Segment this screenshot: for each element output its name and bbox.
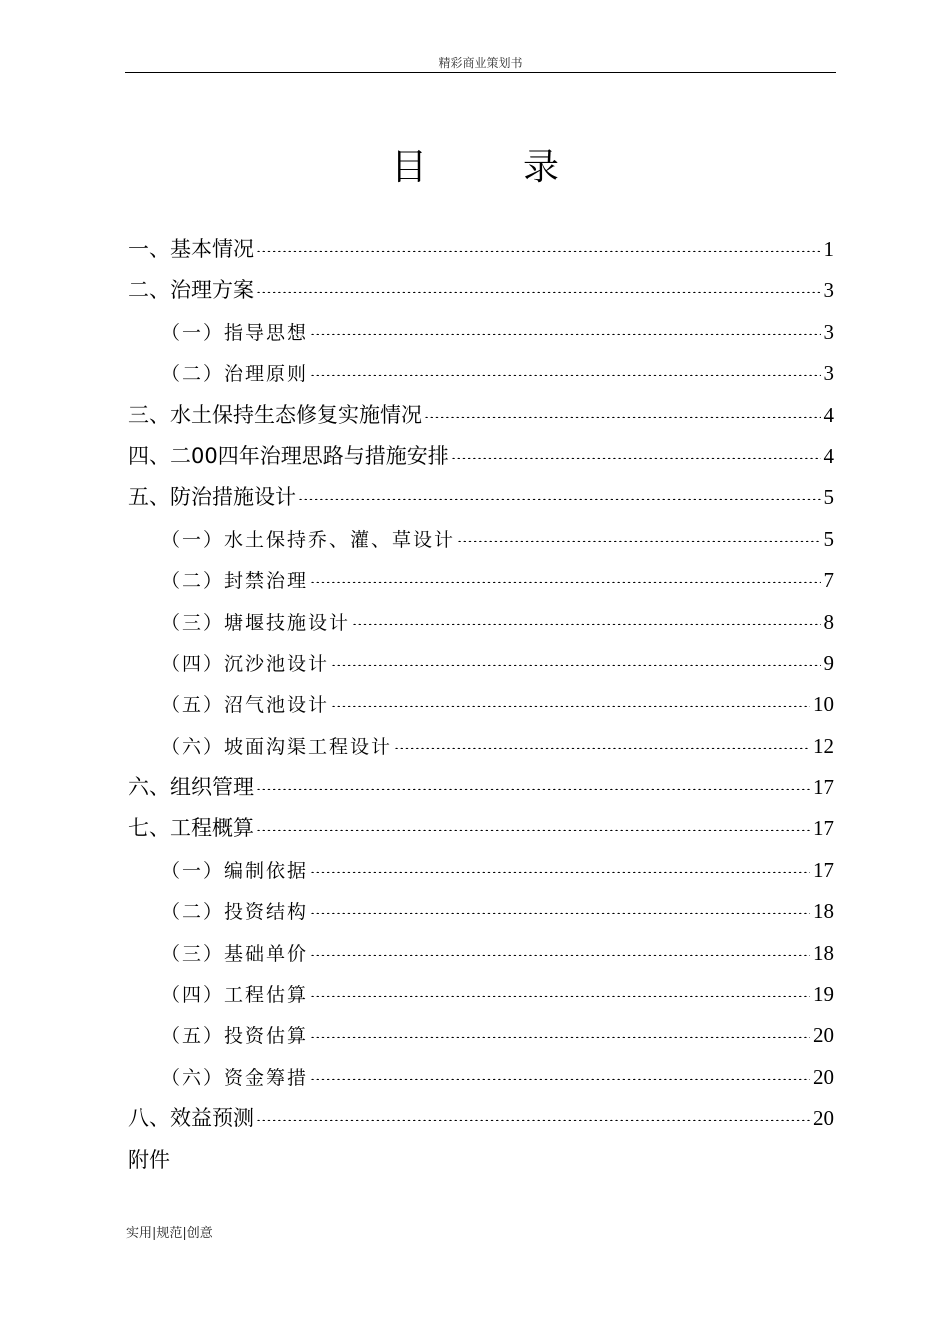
- toc-entry-title: 附件: [128, 1147, 170, 1172]
- toc-dot-leader: [394, 747, 810, 749]
- toc-entry-title: 二、治理方案: [128, 278, 254, 303]
- toc-entry-title: （六）资金筹措: [161, 1066, 309, 1089]
- toc-entry-page-number: 4: [823, 443, 834, 468]
- toc-entry-page-number: 5: [823, 485, 834, 510]
- toc-entry[interactable]: [128, 602, 834, 643]
- toc-dot-leader: [256, 788, 810, 790]
- toc-entry-page-number: 7: [823, 568, 834, 593]
- toc-dot-leader: [310, 333, 820, 335]
- toc-entry-title: （二）治理原则: [161, 363, 309, 386]
- toc-entry[interactable]: [128, 933, 834, 974]
- toc-dot-leader: [424, 416, 821, 418]
- toc-entry-page-number: 3: [823, 319, 834, 344]
- toc-entry[interactable]: [128, 767, 834, 808]
- toc-dot-leader: [256, 291, 821, 293]
- toc-dot-leader: [256, 829, 810, 831]
- toc-dot-leader: [310, 871, 810, 873]
- toc-entry[interactable]: [128, 1015, 834, 1056]
- title-char-right: 录: [523, 147, 560, 188]
- toc-entry-title: （五）沼气池设计: [161, 694, 330, 717]
- toc-dot-leader: [256, 250, 821, 252]
- toc-entry[interactable]: [128, 312, 834, 353]
- toc-entry[interactable]: [128, 270, 834, 311]
- toc-entry-page-number: 10: [813, 692, 834, 717]
- toc-dot-leader: [331, 705, 810, 707]
- title-char-left: 目: [390, 147, 427, 188]
- toc-entry[interactable]: [128, 1057, 834, 1098]
- toc-entry[interactable]: [128, 850, 834, 891]
- toc-dot-leader: [310, 374, 820, 376]
- toc-entry-title: 八、效益预测: [128, 1106, 254, 1131]
- toc-dot-leader: [457, 540, 820, 542]
- toc-entry-title: （五）投资估算: [161, 1025, 309, 1048]
- toc-entry-page-number: 20: [813, 1064, 834, 1089]
- toc-entry[interactable]: [128, 353, 834, 394]
- toc-entry[interactable]: [128, 395, 834, 436]
- toc-entry-page-number: 20: [813, 1106, 834, 1131]
- toc-entry-page-number: 20: [813, 1023, 834, 1048]
- toc-entry[interactable]: [128, 974, 834, 1015]
- toc-dot-leader: [298, 498, 821, 500]
- page-footer: 实用|规范|创意: [126, 1226, 213, 1241]
- toc-dot-leader: [352, 623, 820, 625]
- toc-dot-leader: [331, 664, 820, 666]
- toc-entry[interactable]: [128, 891, 834, 932]
- toc-entry-title: （二）封禁治理: [161, 570, 309, 593]
- toc-entry-title: 七、工程概算: [128, 816, 254, 841]
- header-rule: [125, 72, 836, 73]
- toc-entry-page-number: 8: [823, 609, 834, 634]
- toc-entry-page-number: 5: [823, 526, 834, 551]
- toc-dot-leader: [310, 912, 810, 914]
- toc-entry-title: 一、基本情况: [128, 237, 254, 261]
- toc-entry-page-number: 17: [813, 857, 834, 882]
- toc-entry[interactable]: [128, 519, 834, 560]
- toc-entry-title: （四）工程估算: [161, 984, 309, 1007]
- toc-dot-leader: [310, 995, 810, 997]
- page-title: [0, 146, 950, 190]
- toc-entry-page-number: 9: [823, 650, 834, 675]
- toc-entry-title: （二）投资结构: [161, 901, 309, 924]
- toc-entry[interactable]: [128, 1140, 834, 1181]
- toc-entry-page-number: 18: [813, 940, 834, 965]
- toc-entry-title: （四）沉沙池设计: [161, 652, 330, 675]
- toc-entry-title: 五、防治措施设计: [128, 485, 296, 510]
- toc-entry-title: 六、组织管理: [128, 775, 254, 800]
- toc-entry-page-number: 17: [813, 775, 834, 800]
- toc-entry[interactable]: [128, 477, 834, 518]
- toc-dot-leader: [310, 1078, 810, 1080]
- table-of-contents: [128, 229, 834, 1181]
- toc-entry[interactable]: [128, 808, 834, 849]
- toc-entry-title: （三）基础单价: [161, 942, 309, 965]
- toc-entry-title: （六）坡面沟渠工程设计: [161, 735, 393, 758]
- toc-entry[interactable]: [128, 643, 834, 684]
- toc-entry-page-number: 3: [823, 361, 834, 386]
- toc-dot-leader: [310, 581, 820, 583]
- toc-entry-title: （一）水土保持乔、灌、草设计: [161, 528, 456, 551]
- toc-entry-page-number: 4: [823, 402, 834, 427]
- toc-entry-page-number: 3: [823, 278, 834, 303]
- toc-entry[interactable]: [128, 229, 834, 270]
- toc-dot-leader: [256, 1119, 810, 1121]
- toc-entry-page-number: 12: [813, 733, 834, 758]
- toc-entry[interactable]: [128, 436, 834, 477]
- toc-entry[interactable]: [128, 1098, 834, 1139]
- toc-entry-title: （一）指导思想: [161, 321, 309, 344]
- toc-dot-leader: [310, 1036, 810, 1038]
- toc-entry[interactable]: [128, 726, 834, 767]
- toc-entry-page-number: 18: [813, 899, 834, 924]
- toc-dot-leader: [451, 457, 821, 459]
- toc-entry-title: 三、水土保持生态修复实施情况: [128, 402, 422, 427]
- toc-entry[interactable]: [128, 560, 834, 601]
- toc-entry[interactable]: [128, 684, 834, 725]
- toc-entry-page-number: 19: [813, 982, 834, 1007]
- toc-entry-page-number: 1: [823, 237, 834, 261]
- toc-entry-title: （一）编制依据: [161, 859, 309, 882]
- toc-entry-page-number: 17: [813, 816, 834, 841]
- toc-dot-leader: [310, 954, 810, 956]
- toc-entry-title: （三）塘堰技施设计: [161, 611, 351, 634]
- toc-entry-title: 四、二00四年治理思路与措施安排: [128, 443, 449, 468]
- page-header: 精彩商业策划书: [438, 56, 523, 70]
